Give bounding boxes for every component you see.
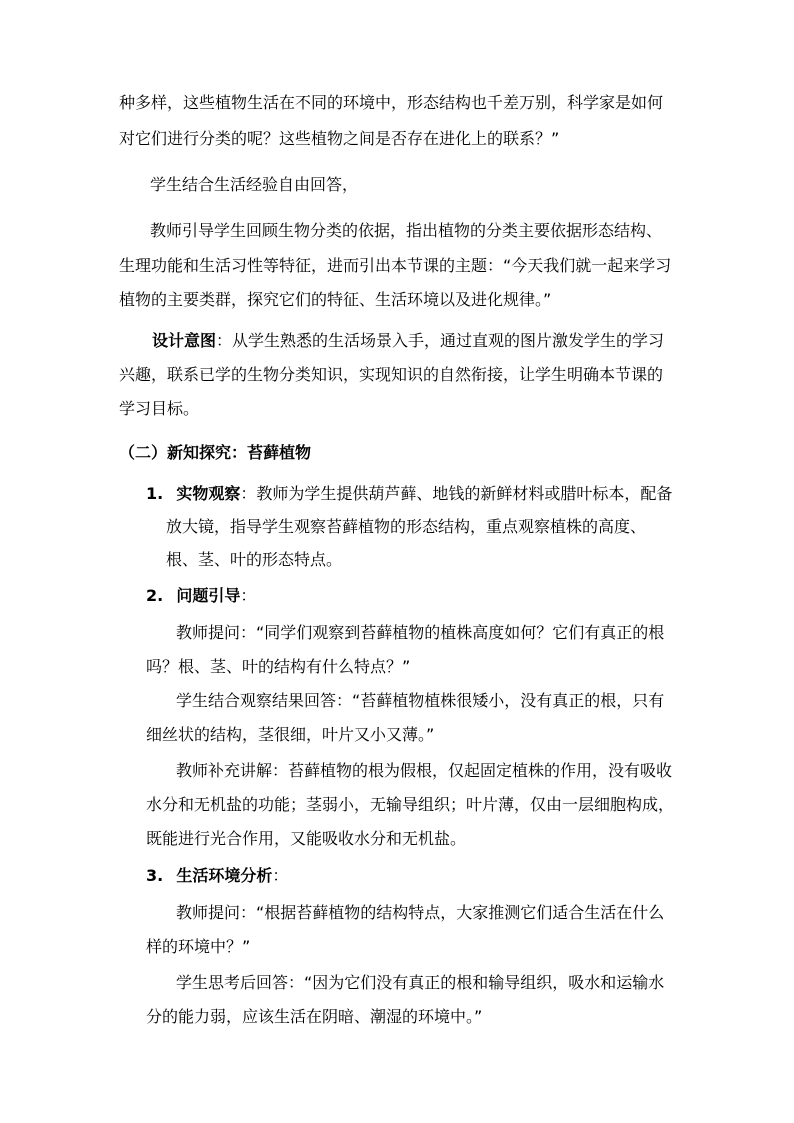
- item2-number: 2.: [146, 586, 164, 605]
- item1-text: ：教师为学生提供葫芦藓、地钱的新鲜材料或腊叶标本，配备: [240, 484, 673, 503]
- item3-question-line-1: 教师提问：“根据苔藓植物的结构特点，大家推测它们适合生活在什么: [176, 903, 665, 922]
- design-intent-line-3: 学习目标。: [119, 399, 200, 418]
- teacher-guide-line-3: 植物的主要类群，探究它们的特征、生活环境以及进化规律。”: [119, 290, 552, 309]
- item1-label: 实物观察: [176, 484, 241, 503]
- item2-answer-line-2: 细丝状的结构，茎很细，叶片又小又薄。”: [146, 725, 435, 744]
- item1-line-1: [146, 479, 672, 509]
- item1-line-2: 放大镜，指导学生观察苔藓植物的形态结构，重点观察植株的高度、: [166, 517, 647, 536]
- item2-explain-line-1: 教师补充讲解：苔藓植物的根为假根，仅起固定植株的作用，没有吸收: [176, 761, 673, 780]
- design-intent-line-2: 兴趣，联系已学的生物分类知识，实现知识的自然衔接，让学生明确本节课的: [119, 365, 664, 384]
- teacher-guide-line-2: 生理功能和生活习性等特征，进而引出本节课的主题：“今天我们就一起来学习: [119, 256, 672, 275]
- design-intent-line-1: [152, 326, 664, 356]
- item1-number: 1.: [146, 484, 164, 503]
- intro-line-2: 对它们进行分类的呢？这些植物之间是否存在进化上的联系？”: [119, 129, 560, 148]
- item3-heading: [146, 861, 288, 891]
- item2-colon: ：: [240, 586, 257, 605]
- item3-number: 3.: [146, 866, 164, 885]
- intro-line-1: 种多样，这些植物生活在不同的环境中，形态结构也千差万别，科学家是如何: [119, 93, 664, 112]
- item1-line-3: 根、茎、叶的形态特点。: [166, 550, 343, 569]
- section-heading: （二）新知探究：苔藓植物: [119, 443, 312, 462]
- item2-heading: [146, 581, 256, 611]
- item2-answer-line-1: 学生结合观察结果回答：“苔藓植物植株很矮小，没有真正的根，只有: [176, 691, 665, 710]
- item3-question-line-2: 样的环境中？”: [146, 937, 251, 956]
- item2-question-line-2: 吗？根、茎、叶的结构有什么特点？”: [146, 657, 411, 676]
- item2-question-line-1: 教师提问：“同学们观察到苔藓植物的植株高度如何？它们有真正的根: [176, 623, 665, 642]
- item2-explain-line-2: 水分和无机盐的功能；茎弱小，无输导组织；叶片薄，仅由一层细胞构成，: [146, 795, 675, 814]
- teacher-guide-line-1: 教师引导学生回顾生物分类的依据，指出植物的分类主要依据形态结构、: [150, 221, 663, 240]
- item3-answer-line-2: 分的能力弱，应该生活在阴暗、潮湿的环境中。”: [146, 1007, 483, 1026]
- item2-label: 问题引导: [176, 586, 241, 605]
- design-intent-text: ：从学生熟悉的生活场景入手，通过直观的图片激发学生的学习: [216, 331, 665, 350]
- item3-label: 生活环境分析: [176, 866, 273, 885]
- item2-explain-line-3: 既能进行光合作用，又能吸收水分和无机盐。: [146, 829, 467, 848]
- item3-answer-line-1: 学生思考后回答：“因为它们没有真正的根和输导组织，吸水和运输水: [176, 973, 665, 992]
- design-intent-label: 设计意图: [152, 331, 217, 350]
- student-answer: 学生结合生活经验自由回答，: [150, 175, 359, 194]
- item3-colon: ：: [272, 866, 289, 885]
